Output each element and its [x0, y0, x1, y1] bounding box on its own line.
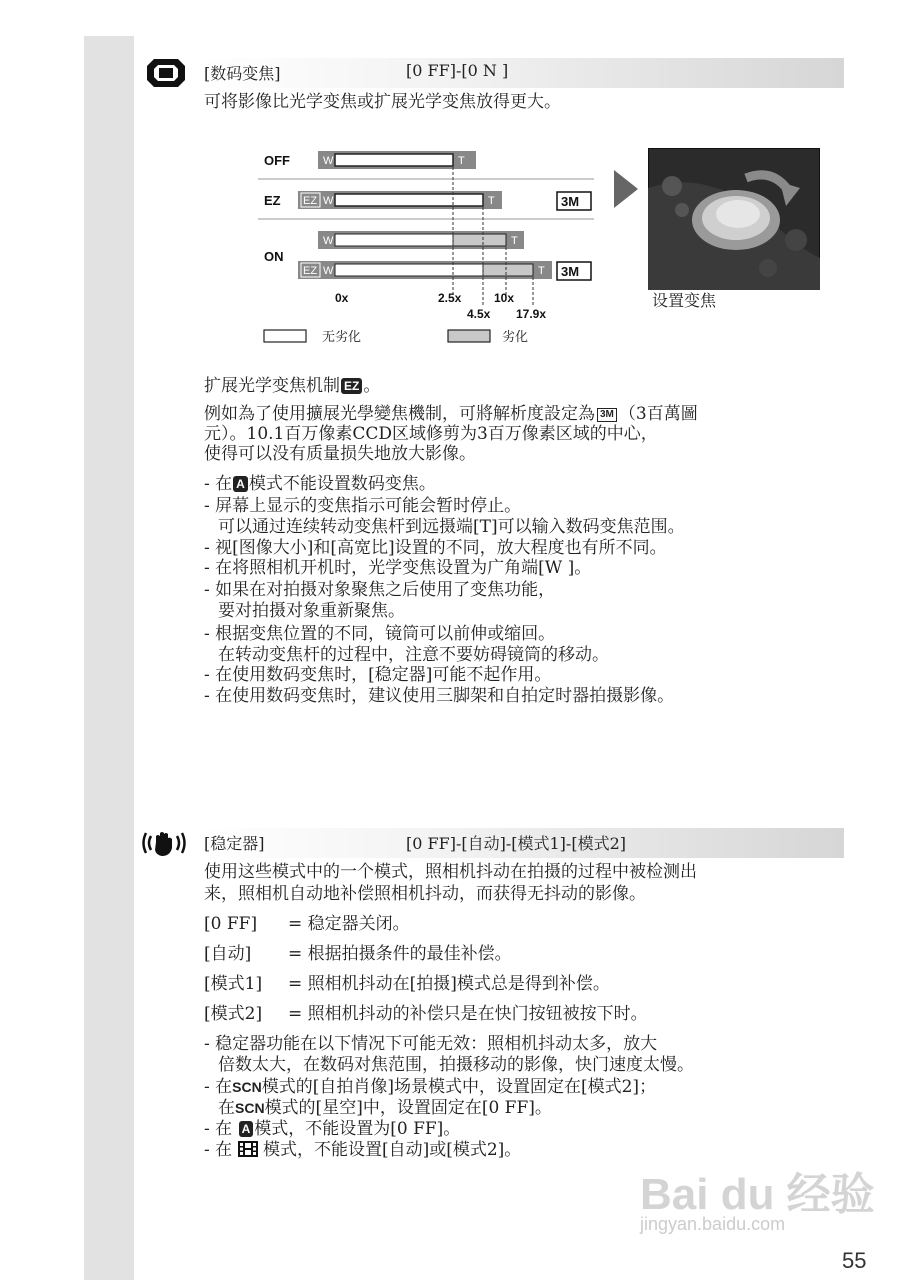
note-item-cont: 要对拍摄对象重新聚焦。 [218, 601, 405, 621]
stabilizer-options: [0 FF]-[自动]-[模式1]-[模式2] [406, 834, 626, 853]
digital-zoom-intro: 可将影像比光学变焦或扩展光学变焦放得更大。 [204, 92, 561, 112]
stabilizer-header [196, 828, 844, 858]
digital-zoom-title: [数码变焦] [204, 64, 281, 83]
stabilizer-hand-icon [140, 828, 188, 858]
ez-badge: EZ [303, 195, 318, 207]
note-item: - 屏幕上显示的变焦指示可能会暂时停止。 [204, 496, 522, 516]
size-badge-3m: 3M [561, 194, 580, 209]
note-item: - 在使用数码变焦时，[稳定器]可能不起作用。 [204, 665, 552, 685]
zoom-range-diagram [258, 145, 603, 350]
note-item: - 视[图像大小]和[高宽比]设置的不同，放大程度也有所不同。 [204, 538, 667, 558]
stabilizer-intro: 来，照相机自动地补偿照相机抖动，而获得无抖动的影像。 [204, 884, 646, 904]
mode-desc: = 照相机抖动的补偿只是在快门按钮被按下时。 [288, 1004, 648, 1024]
arrow-right-icon [612, 168, 640, 210]
note-item [204, 1077, 656, 1097]
mode-key: [自动] [204, 944, 252, 964]
note-text: 模式的[自拍肖像]场景模式中，设置固定在[模式2]； [261, 1077, 657, 1097]
note-item: - 根据变焦位置的不同，镜筒可以前伸或缩回。 [204, 624, 556, 644]
stabilizer-intro: 使用这些模式中的一个模式，照相机抖动在拍摄的过程中被检测出 [204, 862, 697, 882]
note-item [204, 1119, 460, 1139]
scn-mode-icon: SCN [235, 1100, 265, 1116]
note-text: 模式，不能设置为[0 FF]。 [254, 1119, 461, 1139]
mode-key: [模式2] [204, 1004, 263, 1024]
note-text: 在 [218, 1098, 235, 1118]
mode-desc: = 稳定器关闭。 [288, 914, 410, 934]
stabilizer-title: [稳定器] [204, 834, 265, 853]
intelligent-auto-icon: A [233, 476, 248, 492]
note-text: - 在 [204, 474, 233, 494]
note-text: 模式不能设置数码变焦。 [248, 474, 436, 494]
note-text: - 在 [204, 1077, 233, 1097]
paragraph-line: 元）。10.1百万像素CCD区域修剪为3百万像素区域的中心， [204, 424, 658, 444]
side-strip [84, 36, 134, 1280]
note-item: - 稳定器功能在以下情况下可能无效：照相机抖动太多，放大 [204, 1034, 658, 1054]
paragraph-line [204, 404, 698, 424]
note-item [204, 474, 436, 494]
mode-desc: = 照相机抖动在[拍摄]模式总是得到补偿。 [288, 974, 610, 994]
mode-key: [模式1] [204, 974, 263, 994]
ez-title-text: 扩展光学变焦机制 [204, 376, 340, 396]
tele-label: T [511, 235, 518, 247]
tick-2-5x: 2.5x [438, 291, 462, 305]
mode-key: [0 FF] [204, 914, 258, 934]
note-item-cont: 倍数太大，在数码对焦范围，拍摄移动的影像，快门速度太慢。 [218, 1055, 694, 1075]
tick-0x: 0x [335, 291, 349, 305]
ez-badge: EZ [303, 265, 318, 277]
para1-text-end: （3百萬圖 [618, 404, 698, 424]
wide-label: W [323, 265, 334, 277]
legend-no-degrade: 无劣化 [322, 330, 362, 345]
camera-zoom-lever-photo [648, 148, 820, 290]
note-item-cont: 在转动变焦杆的过程中，注意不要妨碍镜筒的移动。 [218, 645, 609, 665]
note-item: - 如果在对拍摄对象聚焦之后使用了变焦功能， [204, 580, 556, 600]
tele-label: T [458, 155, 465, 167]
para1-text: 例如為了使用擴展光學變焦機制，可將解析度設定為 [204, 404, 595, 424]
motion-picture-icon [238, 1141, 258, 1157]
note-item: - 在将照相机开机时，光学变焦设置为广角端[W ]。 [204, 558, 592, 578]
scn-mode-icon: SCN [232, 1079, 262, 1095]
photo-caption: 设置变焦 [652, 293, 717, 310]
tele-label: T [538, 265, 545, 277]
baidu-watermark-logo: Bai du 经验 [640, 1170, 875, 1219]
size-3m-icon: 3M [597, 408, 617, 422]
baidu-watermark-url: jingyan.baidu.com [640, 1214, 786, 1234]
row-off-label: OFF [264, 153, 290, 168]
note-text: 模式的[星空]中，设置固定在[0 FF]。 [264, 1098, 552, 1118]
tick-4-5x: 4.5x [467, 307, 491, 321]
note-text: 模式，不能设置[自动]或[模式2]。 [257, 1140, 522, 1160]
ez-title [204, 376, 380, 396]
digital-zoom-icon [146, 58, 186, 88]
size-badge-3m: 3M [561, 264, 580, 279]
row-on-label: ON [264, 249, 284, 264]
row-ez-label: EZ [264, 193, 281, 208]
ez-badge-inline: EZ [341, 378, 362, 394]
legend-degrade: 劣化 [502, 330, 529, 345]
mode-desc: = 根据拍摄条件的最佳补偿。 [288, 944, 512, 964]
intelligent-auto-icon: A [239, 1121, 254, 1137]
wide-label: W [323, 235, 334, 247]
tick-17-9x: 17.9x [516, 307, 547, 321]
tele-label: T [488, 195, 495, 207]
note-item-cont: 可以通过连续转动变焦杆到远摄端[T]可以输入数码变焦范围。 [218, 517, 685, 537]
tick-10x: 10x [494, 291, 515, 305]
digital-zoom-options: [0 FF]-[0 N ] [406, 61, 509, 80]
wide-label: W [323, 155, 334, 167]
page-number: 55 [842, 1248, 867, 1273]
note-item [204, 1140, 521, 1160]
note-text: - 在 [204, 1119, 238, 1139]
paragraph-line: 使得可以没有质量损失地放大影像。 [204, 444, 476, 464]
ez-title-end: 。 [363, 376, 381, 396]
note-item: - 在使用数码变焦时，建议使用三脚架和自拍定时器拍摄影像。 [204, 686, 675, 706]
digital-zoom-header [196, 58, 844, 88]
note-item-cont [218, 1098, 552, 1118]
wide-label: W [323, 195, 334, 207]
note-text: - 在 [204, 1140, 238, 1160]
